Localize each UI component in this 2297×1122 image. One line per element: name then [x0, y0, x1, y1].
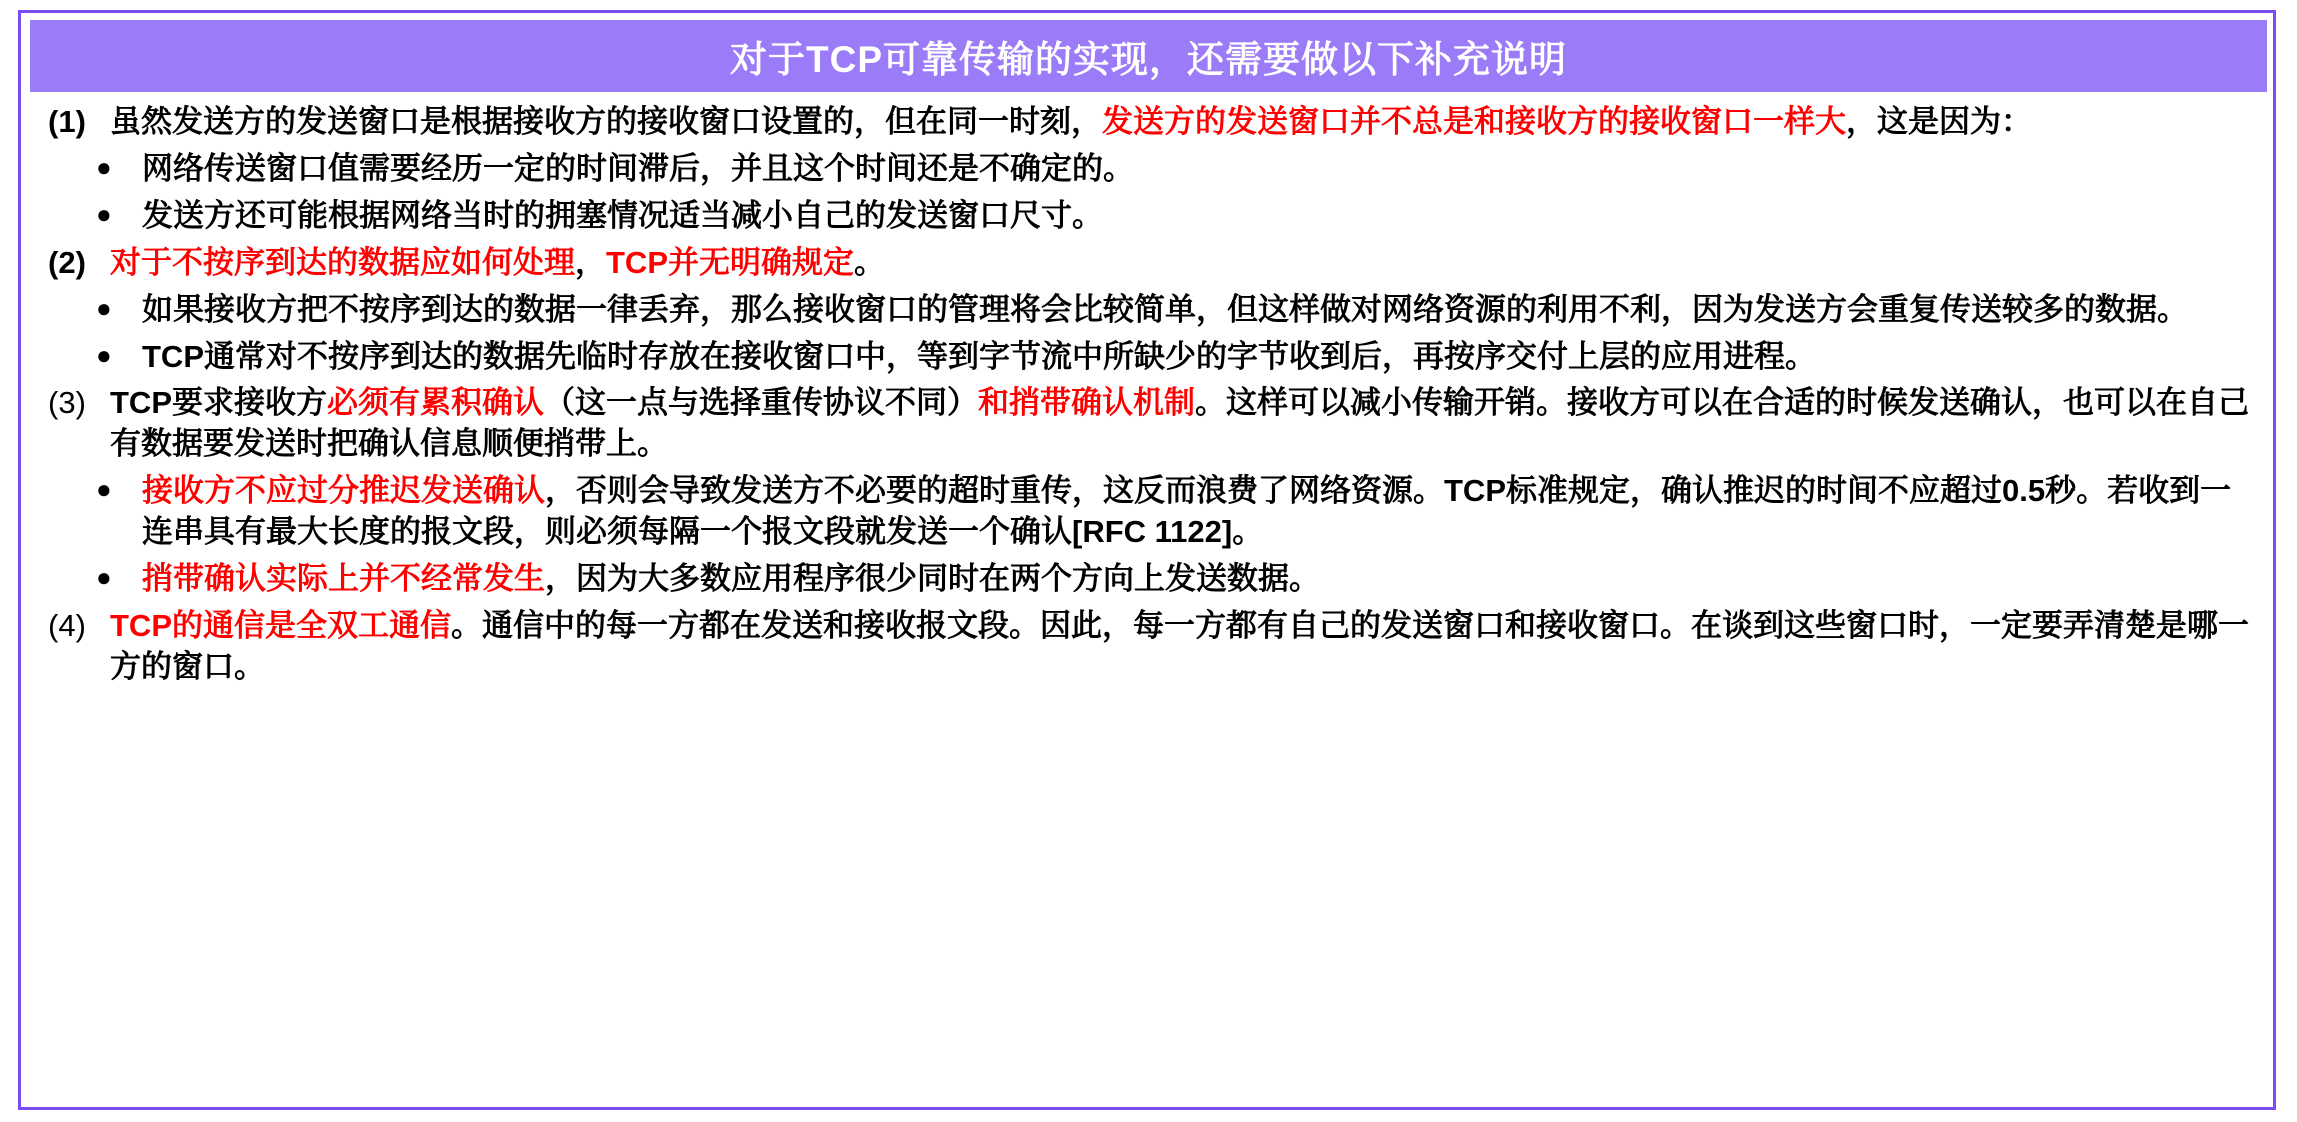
sub-item — [96, 290, 2249, 331]
text-run: ， — [575, 244, 606, 280]
text-run: ，这是因为： — [1846, 104, 2032, 139]
text-run: 如果接收方把不按序到达的数据一律丢弃，那么接收窗口的管理将会比较简单，但这样做对网络资源的利用不利，因为发送方会重复传送较多的数据。 — [142, 291, 2188, 327]
sub-item — [96, 149, 2249, 190]
text-run: ，因为大多数应用程序很少同时在两个方向上发送数据。 — [545, 561, 1320, 597]
bullet-icon: ● — [96, 339, 112, 370]
bullet-icon: ● — [96, 151, 112, 182]
sub-item-body — [142, 471, 2249, 553]
text-run: ，否则会导致发送方不必要的超时重传，这反而浪费了网络资源。TCP标准规定，确认推迟的时间不应超过0.5秒。若收到一连串具有最大长度的报文段，则必须每隔一个报文段就发送一个确认[RFC 1122]。 — [142, 473, 2232, 550]
text-run-highlight: 接收方不应过分推迟发送确认 — [142, 473, 545, 509]
list-item — [48, 243, 2249, 284]
bullet-icon: ● — [96, 198, 112, 229]
sub-item-body — [142, 196, 2249, 237]
bullet-icon: ● — [96, 562, 112, 593]
list-item-body — [110, 243, 2249, 284]
slide-title-bar — [30, 20, 2267, 92]
sub-item — [96, 559, 2249, 600]
list-item — [48, 383, 2249, 465]
list-item-body — [110, 606, 2249, 688]
text-run-highlight: 捎带确认实际上并不经常发生 — [142, 561, 545, 597]
sub-item-body — [142, 559, 2249, 600]
sub-item — [96, 196, 2249, 237]
text-run: 网络传送窗口值需要经历一定的时间滞后，并且这个时间还是不确定的。 — [142, 150, 1134, 186]
list-item — [48, 102, 2249, 143]
page-title: 对于TCP可靠传输的实现，还需要做以下补充说明 — [730, 39, 1567, 80]
sub-item — [96, 471, 2249, 553]
text-run-highlight: 必须有累积确认 — [327, 385, 544, 421]
text-run: TCP要求接收方 — [110, 385, 327, 421]
sub-item-body — [142, 337, 2249, 378]
list-item-marker: (1) — [48, 104, 86, 139]
slide-content — [48, 102, 2249, 688]
list-item-body — [110, 102, 2249, 143]
text-run: 。 — [854, 244, 885, 280]
bullet-icon: ● — [96, 474, 112, 505]
text-run-highlight: 对于不按序到达的数据应如何处理 — [110, 244, 575, 280]
text-run-highlight: TCP并无明确规定 — [606, 244, 854, 280]
text-run: 。这样可以减小传输开销。接收方可以在合适的时候发送确认，也可以在自己有数据要发送时把确认信息顺便捎带上。 — [110, 385, 2249, 462]
text-run: （这一点与选择重传协议不同） — [544, 385, 978, 421]
list-item-marker: (4) — [48, 607, 86, 643]
bullet-icon: ● — [96, 292, 112, 323]
sub-item-body — [142, 149, 2249, 190]
text-run-highlight: 和捎带确认机制 — [978, 385, 1195, 421]
text-run: 发送方还可能根据网络当时的拥塞情况适当减小自己的发送窗口尺寸。 — [142, 197, 1103, 233]
list-item-marker: (3) — [48, 385, 86, 421]
text-run: 。通信中的每一方都在发送和接收报文段。因此，每一方都有自己的发送窗口和接收窗口。在谈到这些窗口时，一定要弄清楚是哪一方的窗口。 — [110, 607, 2249, 684]
list-item — [48, 606, 2249, 688]
text-run: 虽然发送方的发送窗口是根据接收方的接收窗口设置的，但在同一时刻， — [110, 104, 1102, 139]
sub-item — [96, 337, 2249, 378]
text-run: TCP通常对不按序到达的数据先临时存放在接收窗口中，等到字节流中所缺少的字节收到后，再按序交付上层的应用进程。 — [142, 338, 1816, 374]
text-run-highlight: TCP的通信是全双工通信 — [110, 607, 451, 643]
text-run-highlight: 发送方的发送窗口并不总是和接收方的接收窗口一样大 — [1102, 104, 1846, 139]
list-item-marker: (2) — [48, 244, 86, 280]
list-item-body — [110, 383, 2249, 465]
sub-item-body — [142, 290, 2249, 331]
